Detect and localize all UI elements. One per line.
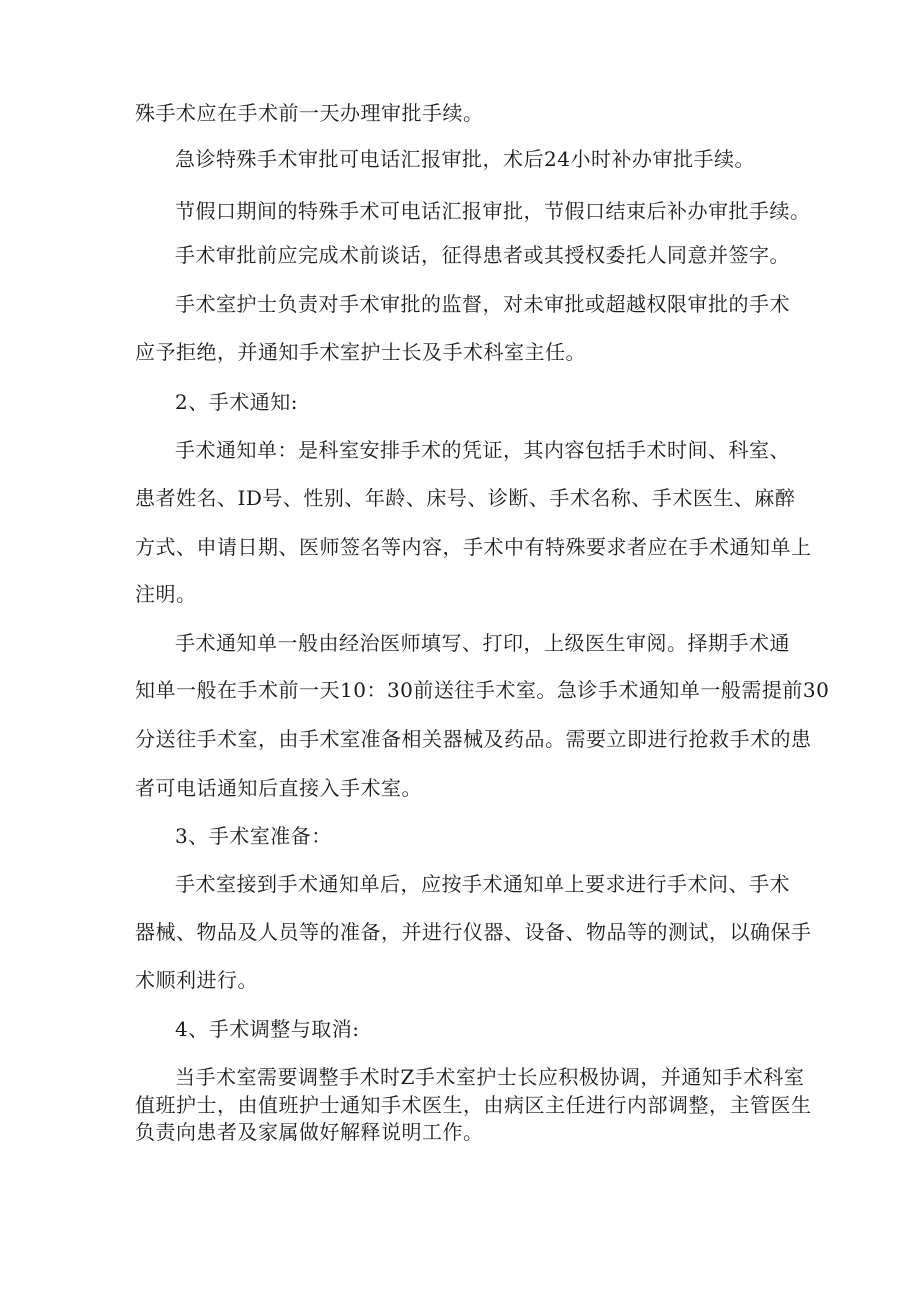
text-line-12: 手术通知单一般由经治医师填写、打印，上级医生审阅。择期手术通 xyxy=(175,631,790,655)
section-heading-2: 2、手术通知: xyxy=(175,390,298,414)
text-line-3: 节假口期间的特殊手术可电话汇报审批，节假口结束后补办审批手续。 xyxy=(175,199,811,223)
section-heading-3: 3、手术室准备： xyxy=(175,824,332,848)
text-line-19: 术顺利进行。 xyxy=(135,968,258,992)
text-line-2: 急诊特殊手术审批可电话汇报审批，术后24小时补办审批手续。 xyxy=(175,147,755,171)
text-line-23: 负责向患者及家属做好解释说明工作。 xyxy=(135,1120,484,1144)
text-line-13: 知单一般在手术前一天10：30前送往手术室。急诊手术通知单一般需提前30 xyxy=(135,678,830,702)
text-line-10: 方式、申请日期、医师签名等内容，手术中有特殊要求者应在手术通知单上 xyxy=(135,535,812,559)
text-line-22: 值班护士，由值班护士通知手术医生，由病区主任进行内部调整，主管医生 xyxy=(135,1093,812,1117)
text-line-17: 手术室接到手术通知单后，应按手术通知单上要求进行手术问、手术 xyxy=(175,872,790,896)
text-line-8: 手术通知单：是科室安排手术的凭证，其内容包括手术时间、科室、 xyxy=(175,438,790,462)
text-line-21: 当手术室需要调整手术时Z手术室护士长应积极协调，并通知手术科室 xyxy=(175,1065,805,1089)
text-line-6: 应予拒绝，并通知手术室护士长及手术科室主任。 xyxy=(135,340,586,364)
text-line-18: 器械、物品及人员等的准备，并进行仪器、设备、物品等的测试，以确保手 xyxy=(135,920,812,944)
text-line-11: 注明。 xyxy=(135,582,197,606)
text-line-5: 手术室护士负责对手术审批的监督，对未审批或超越权限审批的手术 xyxy=(175,292,790,316)
text-line-9: 患者姓名、ID号、性别、年龄、床号、诊断、手术名称、手术医生、麻醉 xyxy=(135,486,796,510)
text-line-4: 手术审批前应完成术前谈话，征得患者或其授权委托人同意并签字。 xyxy=(175,243,790,267)
text-line-1: 殊手术应在手术前一天办理审批手续。 xyxy=(135,101,484,125)
section-heading-4: 4、手术调整与取消: xyxy=(175,1017,360,1041)
text-line-15: 者可电话通知后直接入手术室。 xyxy=(135,776,422,800)
text-line-14: 分送往手术室，由手术室准备相关器械及药品。需要立即进行抢救手术的患 xyxy=(135,727,812,751)
